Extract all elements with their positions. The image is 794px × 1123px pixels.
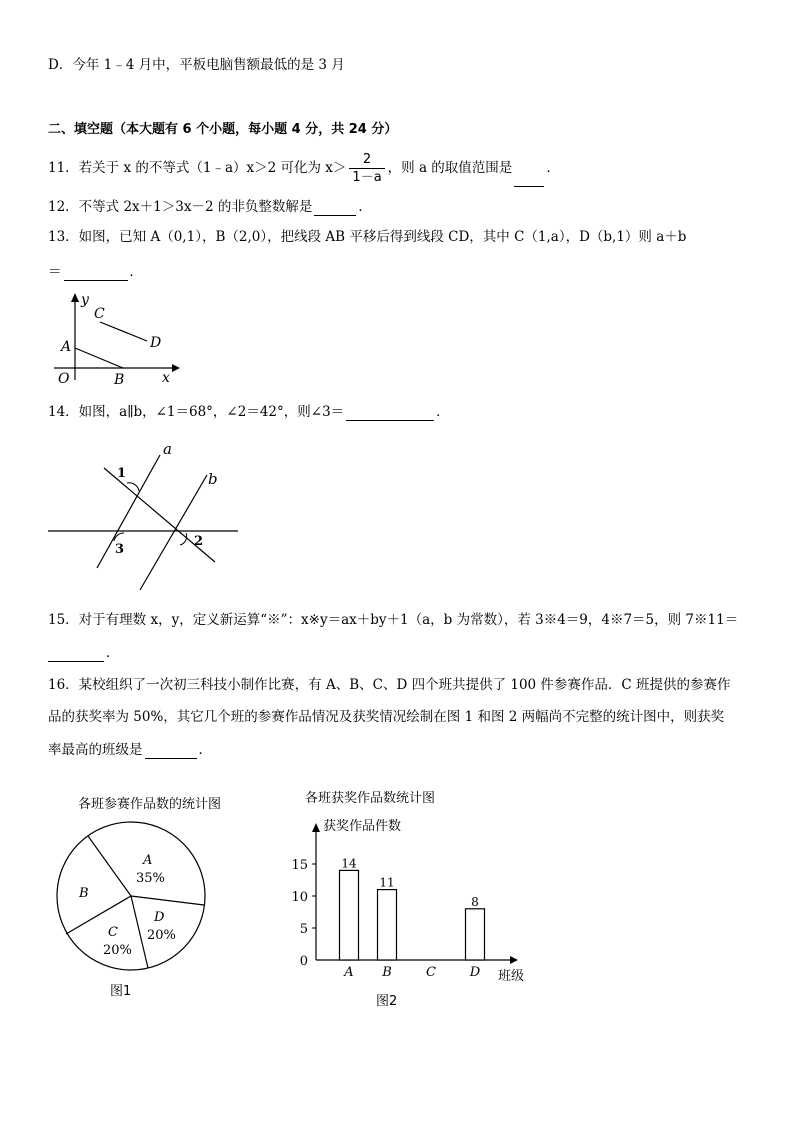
- fig13-label-b: B: [114, 372, 125, 388]
- question-16-line1: 16．某校组织了一次初三科技小制作比赛，有 A、B、C、D 四个班共提供了 100 件参赛作品．C 班提供的参赛作: [48, 677, 731, 693]
- bar-D: [466, 909, 485, 960]
- q11-text: 11．若关于 x 的不等式（1﹣a）x＞2 可化为 x＞: [48, 160, 347, 176]
- fig14-label-2: 2: [194, 534, 204, 549]
- q13-equals: ＝: [48, 264, 62, 280]
- bar-A: [340, 870, 359, 960]
- pie-label-c: C: [108, 925, 118, 940]
- q12-text: 12．不等式 2x＋1＞3x－2 的非负整数解是: [48, 199, 313, 215]
- bar-y-tick-label: 5: [299, 922, 308, 937]
- bar-y-tick-label: 15: [291, 858, 308, 873]
- bar-chart-xlabel: 班级: [498, 969, 525, 984]
- bar-category-label: A: [344, 965, 354, 980]
- fig13-label-y: y: [81, 292, 89, 308]
- q11-end: ．: [546, 160, 560, 176]
- bar-chart-ylabel: 获奖作品件数: [323, 819, 402, 834]
- pie-caption: 图1: [110, 984, 132, 999]
- bar-category-label: C: [426, 965, 436, 980]
- q16-end: ．: [198, 742, 212, 758]
- q15-end: ．: [106, 645, 120, 661]
- bar-value-label: 11: [379, 875, 395, 890]
- pie-label-b: B: [79, 886, 89, 901]
- bar-y-tick-label: 0: [299, 954, 308, 969]
- q13-end: ．: [129, 264, 143, 280]
- q16-text: 率最高的班级是: [48, 742, 143, 758]
- q14-text: 14．如图，a∥b，∠1＝68°，∠2＝42°，则∠3＝: [48, 404, 345, 420]
- pie-title: 各班参赛作品数的统计图: [78, 797, 222, 812]
- bar-y-tick-label: 10: [291, 890, 308, 905]
- pie-pct-c: 20%: [103, 943, 132, 958]
- pie-label-a: A: [143, 853, 153, 868]
- fig13-label-o: O: [58, 371, 70, 387]
- question-16-line2: 品的获奖率为 50%，其它几个班的参赛作品情况及获奖情况绘制在图 1 和图 2 两幅尚不完整的统计图中，则获奖: [48, 709, 725, 725]
- question-13: 13．如图，已知 A（0,1），B（2,0），把线段 AB 平移后得到线段 CD，其中 C（1,a），D（b,1）则 a＋b: [48, 229, 687, 245]
- bar-value-label: 14: [341, 856, 357, 871]
- pie-pct-a: 35%: [136, 871, 165, 886]
- fig13-label-x: x: [162, 370, 170, 386]
- bar-chart-caption: 图2: [376, 994, 398, 1009]
- bar-chart-title: 各班获奖作品数统计图: [305, 791, 436, 806]
- fig13-label-a: A: [61, 339, 72, 355]
- fig14-label-b: b: [208, 470, 218, 488]
- bar-B: [378, 890, 397, 960]
- q14-end: ．: [436, 404, 450, 420]
- q12-end: ．: [358, 199, 372, 215]
- fig13-label-d: D: [150, 335, 162, 351]
- section-header: 二、填空题（本大题有 6 个小题，每小题 4 分，共 24 分）: [48, 122, 398, 137]
- pie-pct-d: 20%: [147, 928, 176, 943]
- pie-label-d: D: [154, 910, 165, 925]
- bar-y-arrow: [312, 823, 320, 832]
- bar-category-label: B: [382, 965, 392, 980]
- q11-frac-den: 1－a: [349, 168, 384, 186]
- fig14-label-3: 3: [115, 542, 125, 557]
- fig14-label-1: 1: [117, 466, 127, 481]
- fig14-label-a: a: [163, 440, 172, 458]
- bar-x-arrow: [510, 956, 518, 964]
- question-15: 15．对于有理数 x，y，定义新运算“※”：x※y＝ax＋by＋1（a，b 为常数），若 3※4＝9，4※7＝5，则 7※11＝: [48, 612, 739, 628]
- bar-category-label: D: [469, 965, 481, 980]
- fig13-label-c: C: [94, 306, 105, 322]
- option-d: D．今年 1﹣4 月中，平板电脑售额最低的是 3 月: [48, 57, 345, 73]
- q11-frac-num: 2: [362, 152, 372, 167]
- bar-value-label: 8: [471, 894, 479, 909]
- q11-text-post: ，则 a 的取值范围是: [387, 160, 513, 176]
